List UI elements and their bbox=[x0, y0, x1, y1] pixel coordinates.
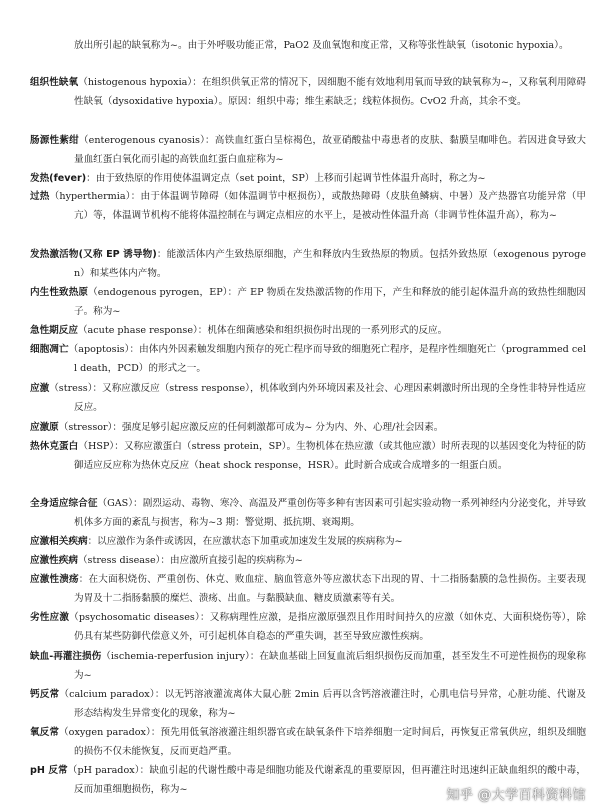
entry-text: 放出所引起的缺氧称为~。由于外呼吸功能正常，PaO2 及血氧饱和度正常，又称等张性缺氧（isotonic hypoxia）。 bbox=[74, 40, 569, 51]
entry-term: 应激相关疾病 bbox=[30, 536, 88, 547]
entry-oxygen-paradox bbox=[30, 724, 586, 761]
zhihu-watermark: 知乎 @大学百科资料馆 bbox=[446, 788, 586, 803]
entry-text: （pH paradox）：缺血引起的代谢性酸中毒是细胞功能及代谢紊乱的重要原因，但再灌注时迅速纠正缺血组织的酸中毒，反而加重细胞损伤，称为~ bbox=[67, 765, 586, 795]
entry-text: （apoptosis）：由体内外因素触发细胞内预存的死亡程序而导致的细胞死亡程序，是程序性细胞死亡（programmed cell death，PCD）的形式之一。 bbox=[68, 344, 587, 374]
entry-stress-ulcer bbox=[30, 571, 586, 608]
entry-endogenous-pyrogen bbox=[30, 284, 586, 321]
entry-text: （HSP）：又称应激蛋白（stress protein，SP）。生物机体在热应激（或其他应激）时所表现的以基因变化为特征的防御适应反应称为热休克反应（heat shock response，HSR）。此时新合成或合成增多的一组蛋白质。 bbox=[74, 441, 587, 471]
entry-pyrogenic-activator bbox=[30, 246, 586, 283]
entry-histogenous-hypoxia bbox=[30, 74, 586, 111]
entry-hyperthermia bbox=[30, 188, 586, 225]
entry-term: 应激性溃疡 bbox=[30, 574, 79, 585]
entry-stress-related-disease bbox=[30, 533, 586, 552]
entry-text: ：在大面积烧伤、严重创伤、休克、败血症、脑血管意外等应激状态下出现的胃、十二指肠黏膜的急性损伤。主要表现为胃及十二指肠黏膜的糜烂、溃疡、出血。与黏膜缺血、糖皮质激素等有关。 bbox=[74, 574, 587, 604]
entry-term: 应激原 bbox=[30, 422, 59, 433]
entry-text: （acute phase response）：机体在细菌感染和组织损伤时出现的一系列形式的反应。 bbox=[77, 325, 448, 336]
entry-term: 热休克蛋白 bbox=[30, 441, 79, 452]
entry-term: pH 反常 bbox=[30, 765, 68, 776]
entry-fever bbox=[30, 170, 586, 189]
entry-text: ：能激活体内产生致热原细胞，产生和释放内生致热原的物质。包括外致热原（exogenous pyrogen）和某些体内产物。 bbox=[74, 249, 586, 279]
entry-stress-disease bbox=[30, 552, 586, 571]
entry-term: 发热激活物(又称 EP 诱导物) bbox=[30, 249, 157, 260]
entry-stressor bbox=[30, 419, 586, 438]
entry-text: （GAS）：剧烈运动、毒物、寒冷、高温及严重创伤等多种有害因素可引起实验动物一系列神经内分泌变化，并导致机体多方面的紊乱与损害，称为~3 期：警觉期、抵抗期、衰竭期。 bbox=[74, 498, 586, 528]
entry-text: （stressor）：强度足够引起应激反应的任何刺激都可成为~ 分为内、外、心理/社会因素。 bbox=[58, 422, 444, 433]
entry-term: 劣性应激 bbox=[30, 612, 70, 623]
entry-enterogenous-cyanosis bbox=[30, 132, 586, 169]
entry-term: 全身适应综合征 bbox=[30, 498, 98, 509]
entry-text: （endogenous pyrogen，EP）：产 EP 物质在发热激活物的作用下，产生和释放的能引起体温升高的致热性细胞因子。称为~ bbox=[74, 287, 587, 317]
entry-text: ：以应激作为条件或诱因，在应激状态下加重或加速发生发展的疾病称为~ bbox=[87, 536, 403, 547]
entry-term: 钙反常 bbox=[30, 689, 60, 700]
entry-text: （ischemia-reperfusion injury）：在缺血基础上回复血流后组织损伤反而加重，甚至发生不可逆性损伤的现象称为~ bbox=[74, 651, 586, 681]
entry-term: 发热(fever) bbox=[30, 173, 87, 184]
entry-term: 组织性缺氧 bbox=[30, 77, 79, 88]
entry-calcium-paradox bbox=[30, 686, 586, 723]
entry-term: 细胞凋亡 bbox=[30, 344, 69, 355]
entry-stress bbox=[30, 380, 586, 417]
entry-text: （oxygen paradox）：预先用低氧溶液灌注组织器官或在缺氧条件下培养细胞一定时间后，再恢复正常氧供应，组织及细胞的损伤不仅未能恢复，反而更趋严重。 bbox=[59, 727, 586, 757]
entry-text: （enterogenous cyanosis）：高铁血红蛋白呈棕褐色，故亚硝酸盐中毒患者的皮肤、黏膜呈咖啡色。若因进食导致大量血红蛋白氧化而引起的高铁血红蛋白血症称为~ bbox=[74, 135, 587, 165]
entry-term: 过热 bbox=[30, 191, 50, 202]
entry-term: 应激 bbox=[30, 383, 50, 394]
entry-general-adaptation-syndrome bbox=[30, 495, 586, 532]
entry-text: （histogenous hypoxia）：在组织供氧正常的情况下，因细胞不能有效地利用氧而导致的缺氧称为~，又称氧利用障碍性缺氧（dysoxidative hypoxia）。原因：组织中毒；维生素缺乏；线粒体损伤。CvO2 升高，其余不变。 bbox=[74, 77, 586, 107]
entry-text: （psychosomatic diseases）：又称病理性应激，是指应激原强烈且作用时间持久的应激（如休克、大面积烧伤等），除仍具有某些防御代偿意义外，可引起机体自稳态的严重失调，甚至导致应激性疾病。 bbox=[69, 612, 586, 642]
entry-term: 缺血-再灌注损伤 bbox=[30, 651, 102, 662]
entry-term: 应激性疾病 bbox=[30, 555, 78, 566]
entry-term: 肠源性紫绀 bbox=[30, 135, 79, 146]
entry-text: （hyperthermia）：由于体温调节障碍（如体温调节中枢损伤），或散热障碍（皮肤鱼鳞病、中暑）及产热器官功能异常（甲亢）等，体温调节机构不能将体温控制在与调定点相应的水平上，是被动性体温升高（非调节性体温升高），称为~ bbox=[49, 191, 587, 221]
entry-hypoxia-continued bbox=[30, 37, 586, 56]
entry-text: （calcium paradox）：以无钙溶液灌流离体大鼠心脏 2min 后再以含钙溶液灌注时，心肌电信号异常，心脏功能、代谢及形态结构发生异常变化的现象，称为~ bbox=[59, 689, 587, 719]
entry-heat-shock-protein bbox=[30, 438, 586, 475]
entry-ischemia-reperfusion-injury bbox=[30, 648, 586, 685]
entry-text: ：由于致热原的作用使体温调定点（set point，SP）上移而引起调节性体温升高时，称之为~ bbox=[86, 173, 486, 184]
entry-text: （stress disease）：由应激所直接引起的疾病称为~ bbox=[77, 555, 303, 566]
entry-apoptosis bbox=[30, 341, 586, 378]
entry-term: 急性期反应 bbox=[30, 325, 78, 336]
entry-term: 内生性致热原 bbox=[30, 287, 89, 298]
entry-text: （stress）：又称应激反应（stress response），机体收到内外环境因素及社会、心理因素刺激时所出现的全身性非特异性适应反应。 bbox=[49, 383, 586, 413]
entry-distress bbox=[30, 609, 586, 646]
entry-term: 氧反常 bbox=[30, 727, 60, 738]
entry-acute-phase-response bbox=[30, 322, 586, 341]
